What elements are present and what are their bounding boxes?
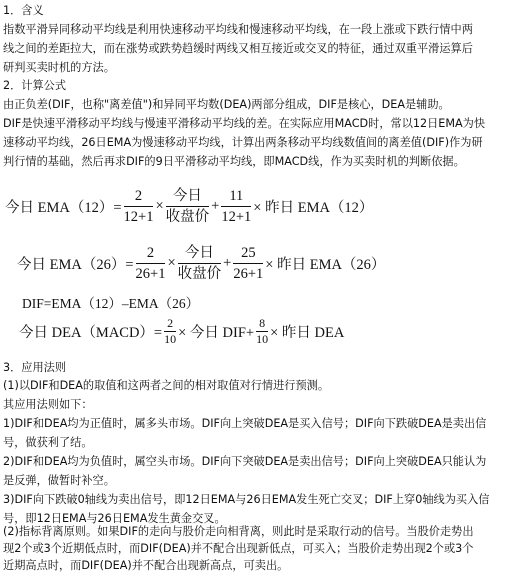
section-2-line: 由正负差(DIF，也称"离差值")和异同平均数(DEA)两部分组成，DIF是核心，DEA是辅助。	[3, 98, 450, 111]
formula-ema12: 今日 EMA（12）= $\frac{2}{12+1}$ × $\frac{\text{今日}}{\text{收盘价}}$ + $\frac{11}{12+1}$ × 昨日 EMA（12）	[5, 188, 374, 225]
section-3-line: (2)指标背离原则。如果DIF的走向与股价走向相背离，则此时是采取行动的信号。当股价走势出	[3, 525, 474, 538]
formula-ema12-lhs: 今日 EMA（12）=	[5, 200, 122, 216]
section-3-line: 现2个或3个近期低点时，而DIF(DEA)并不配合出现新低点，可买入；当股价走势出现2个或3个	[3, 542, 474, 555]
fraction: $\frac{\text{今日}}{\text{收盘价}}$	[165, 188, 210, 225]
formula-ema26-lhs: 今日 EMA（26）=	[17, 257, 134, 273]
fraction: $\frac{2}{10}$	[164, 316, 177, 346]
fraction: $\frac{\text{今日}}{\text{收盘价}}$	[177, 245, 222, 282]
formula-ema26: 今日 EMA（26）= $\frac{2}{26+1}$ × $\frac{\text{今日}}{\text{收盘价}}$ + $\frac{25}{26+1}$ × 昨日 EMA（26）	[17, 245, 386, 282]
section-2-title: 2．计算公式	[3, 79, 67, 92]
fraction: $\frac{2}{26+1}$	[135, 245, 166, 282]
section-3-line: 号，即12日EMA与26日EMA发生黄金交叉。	[3, 512, 226, 525]
section-3-line: 是反弹，做暂时补空。	[3, 474, 115, 487]
formula-dea-lhs: 今日 DEA（MACD）=	[19, 325, 163, 341]
section-3-line: 1)DIF和DEA均为正值时，属多头市场。DIF向上突破DEA是买入信号；DIF向下跌破DEA是卖出信	[3, 417, 487, 430]
fraction: $\frac{25}{26+1}$	[233, 245, 264, 282]
section-3-line: 近期高点时，而DIF(DEA)并不配合出现新高点，可卖出。	[3, 559, 289, 572]
section-3-line: 号，做获利了结。	[3, 436, 93, 449]
section-1-line: 研判买卖时机的方法。	[3, 61, 115, 74]
section-1-line: 指数平滑异同移动平均线是利用快速移动平均线和慢速移动平均线，在一段上涨或下跌行情中两	[3, 23, 473, 36]
section-3-line: 其应用法则如下：	[3, 398, 93, 411]
fraction: $\frac{11}{12+1}$	[221, 188, 252, 225]
section-1-title: 1．含义	[3, 4, 44, 17]
section-2-line: 速移动平均线，26日EMA为慢速移动平均线，计算出两条移动平均线数值间的离差值(DIF)作为研	[3, 136, 483, 149]
section-3-line: 2)DIF和DEA均为负值时，属空头市场。DIF向下突破DEA是卖出信号；DIF向上突破DEA只能认为	[3, 455, 487, 468]
fraction: $\frac{2}{12+1}$	[123, 188, 154, 225]
fraction: $\frac{8}{10}$	[256, 316, 269, 346]
formula-dif: DIF=EMA（12）–EMA（26）	[22, 296, 200, 311]
section-2-line: DIF是快速平滑移动平均线与慢速平滑移动平均线的差。在实际应用MACD时，常以12日EMA为快	[3, 117, 486, 130]
section-2-line: 判行情的基础，然后再求DIF的9日平滑移动平均线，即MACD线，作为买卖时机的判断依据。	[3, 155, 465, 168]
section-3-line: 3)DIF向下跌破0轴线为卖出信号，即12日EMA与26日EMA发生死亡交叉；DIF上穿0轴线为买入信	[3, 493, 490, 506]
section-3-title: 3．应用法则	[3, 361, 67, 374]
formula-dea: 今日 DEA（MACD）= $\frac{2}{10}$ × 今日 DIF+ $\frac{8}{10}$ × 昨日 DEA	[19, 316, 345, 346]
section-3-line: (1)以DIF和DEA的取值和这两者之间的相对取值对行情进行预测。	[3, 379, 330, 392]
section-1-line: 线之间的差距拉大，而在涨势或跌势趋缓时两线又相互接近或交叉的特征，通过双重平滑运算后	[3, 42, 473, 55]
